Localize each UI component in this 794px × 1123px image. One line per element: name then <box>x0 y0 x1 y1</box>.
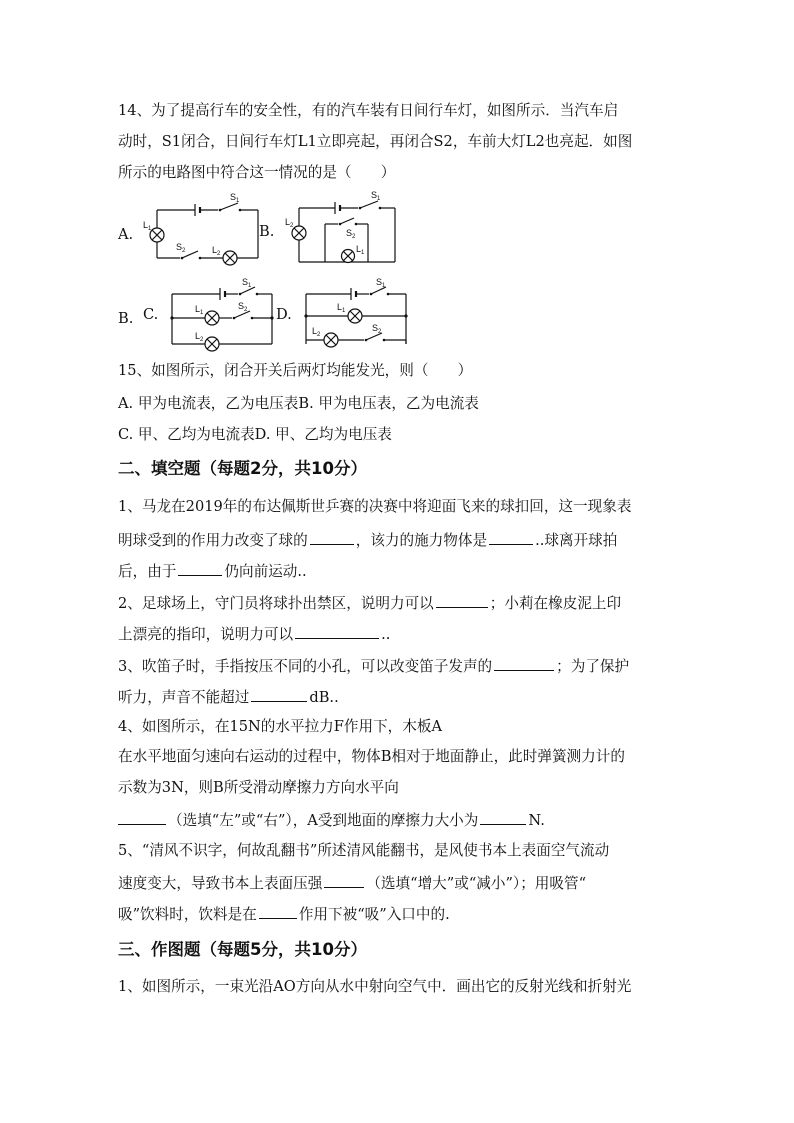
svg-text:S1: $S_1$ <box>371 190 381 202</box>
svg-text:S2: $S_2$ <box>238 301 248 313</box>
fill5-line-2: 速度变大，导致书本上表面压强 （选填“增大”或“减小”）；用吸管“ <box>118 872 586 894</box>
option-d-label: D. <box>276 306 292 323</box>
answer-blank[interactable] <box>118 809 166 825</box>
svg-text:S2: $S_2$ <box>346 228 356 240</box>
label-l1: $L_1$ <box>143 220 152 232</box>
fill4-line-3: 示数为3N，则B所受滑动摩擦力方向水平向 <box>118 779 399 796</box>
svg-text:S1: $S_1$ <box>242 277 252 289</box>
fill5-line-3: 吸”饮料时，饮料是在 作用下被“吸”入口中的. <box>118 903 450 925</box>
fill4-line-1: 4、如图所示，在15N的水平拉力F作用下，木板A <box>118 718 442 735</box>
answer-blank[interactable] <box>251 686 307 702</box>
fill1-line-2: 明球受到的作用力改变了球的 ，该力的施力物体是 ..球离开球拍 <box>118 529 617 551</box>
option-b-label: B. <box>259 223 275 240</box>
answer-blank[interactable] <box>494 655 554 671</box>
fill1-line-1: 1、马龙在2019年的布达佩斯世乒赛的决赛中将迎面飞来的球扣回，这一现象表 <box>118 498 632 515</box>
draw1-line-1: 1、如图所示，一束光沿AO方向从水中射向空气中．画出它的反射光线和折射光 <box>118 978 632 995</box>
q15-line-3: C. 甲、乙均为电流表D. 甲、乙均为电压表 <box>118 426 392 443</box>
answer-blank[interactable] <box>295 623 379 639</box>
fill3-line-1: 3、吹笛子时，手指按压不同的小孔，可以改变笛子发声的 ；为了保护 <box>118 655 629 677</box>
answer-blank[interactable] <box>324 872 364 888</box>
answer-blank[interactable] <box>259 903 297 919</box>
circuit-diagram-a <box>140 190 265 270</box>
answer-blank[interactable] <box>489 529 533 545</box>
fill5-line-1: 5、“清风不识字，何故乱翻书”所述清风能翻书，是风使书本上表面空气流动 <box>118 842 610 859</box>
fill4-line-2: 在水平地面匀速向右运动的过程中，物体B相对于地面静止，此时弹簧测力计的 <box>118 748 625 765</box>
answer-blank[interactable] <box>178 560 222 576</box>
option-c-label: C. <box>143 306 159 323</box>
label-s1: $S_1$ <box>230 192 240 204</box>
q15-line-1: 15、如图所示，闭合开关后两灯均能发光，则（ ） <box>118 362 473 379</box>
fill2-line-2: 上漂亮的指印，说明力可以 .. <box>118 623 390 645</box>
circuit-diagram-b <box>280 188 405 270</box>
option-b2-label: B. <box>118 310 134 327</box>
svg-text:S1: $S_1$ <box>376 277 386 289</box>
svg-text:L2: $L_2$ <box>195 331 204 343</box>
answer-blank[interactable] <box>480 809 526 825</box>
fill4-line-4: （选填“左”或“右”），A受到地面的摩擦力大小为 N. <box>118 809 545 831</box>
q15-line-2: A. 甲为电流表，乙为电压表B. 甲为电压表，乙为电流表 <box>118 395 479 412</box>
answer-blank[interactable] <box>310 529 354 545</box>
circuit-diagram-d <box>296 276 416 356</box>
fill2-line-1: 2、足球场上，守门员将球扑出禁区，说明力可以 ；小莉在橡皮泥上印 <box>118 592 621 614</box>
q14-line-1: 14、为了提高行车的安全性，有的汽车装有日间行车灯，如图所示．当汽车启 <box>118 102 619 119</box>
label-l2: $L_2$ <box>212 245 221 257</box>
q14-line-2: 动时，S1闭合，日间行车灯L1立即亮起，再闭合S2，车前大灯L2也亮起．如图 <box>118 133 633 150</box>
option-a-label: A. <box>118 226 134 243</box>
answer-blank[interactable] <box>436 592 488 608</box>
svg-text:L1: $L_1$ <box>356 244 365 256</box>
fill3-line-2: 听力，声音不能超过 dB.. <box>118 686 339 708</box>
label-s2: $S_2$ <box>176 242 186 254</box>
section-2-title: 二、填空题（每题2分，共10分） <box>118 459 367 478</box>
q14-line-3: 所示的电路图中符合这一情况的是（ ） <box>118 164 396 181</box>
circuit-diagram-c <box>162 276 282 356</box>
svg-text:L1: $L_1$ <box>337 302 346 314</box>
section-3-title: 三、作图题（每题5分，共10分） <box>118 940 367 959</box>
svg-text:S2: $S_2$ <box>372 323 382 335</box>
svg-text:L2: $L_2$ <box>312 326 321 338</box>
svg-text:L1: $L_1$ <box>195 304 204 316</box>
fill1-line-3: 后，由于 仍向前运动.. <box>118 560 307 582</box>
svg-text:L2: $L_2$ <box>285 217 294 229</box>
